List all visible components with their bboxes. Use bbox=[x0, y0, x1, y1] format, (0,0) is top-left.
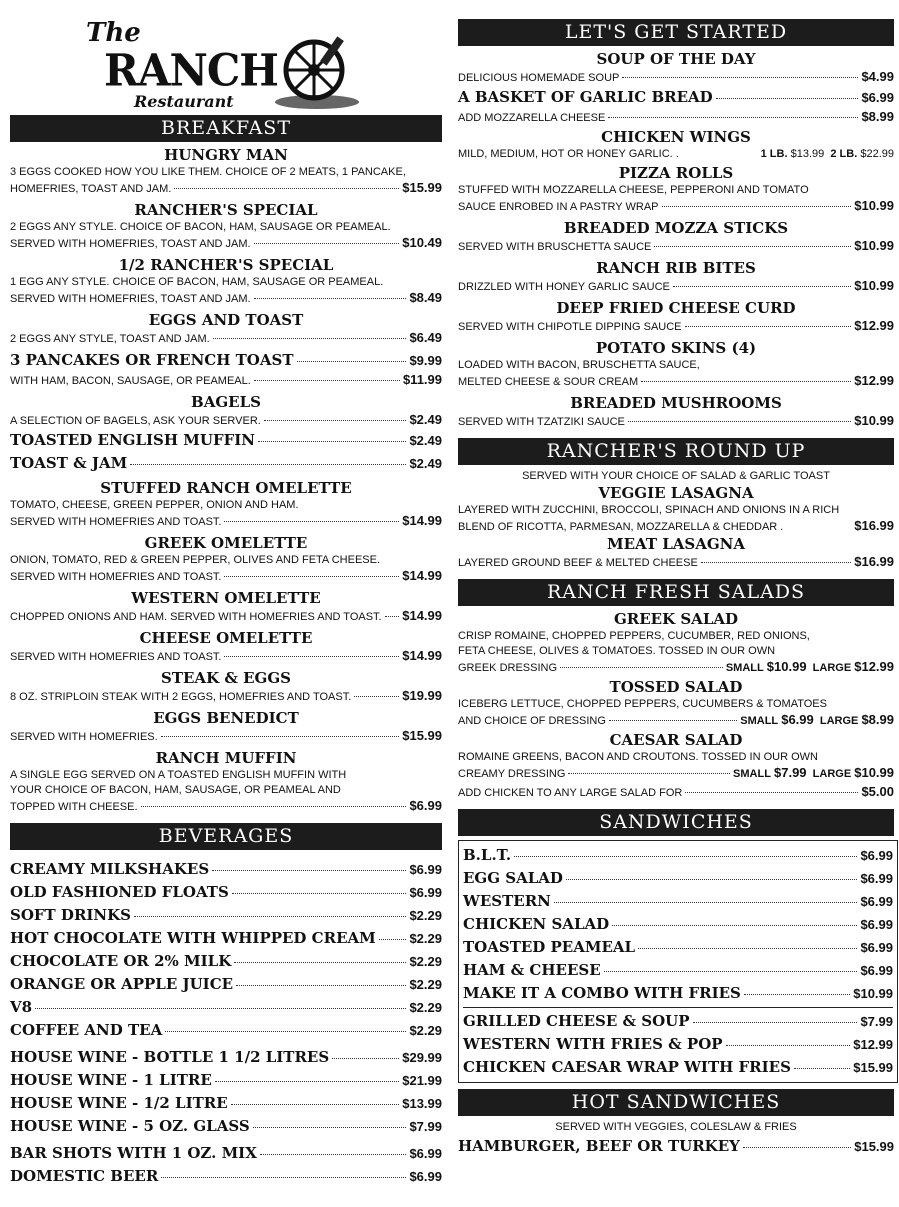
right-column bbox=[458, 16, 894, 1158]
item-price: $2.29 bbox=[409, 908, 442, 923]
dot-leader bbox=[264, 420, 407, 421]
dot-leader bbox=[693, 1022, 858, 1023]
item-title: SOFT DRINKS bbox=[10, 906, 132, 924]
roundup-note: SERVED WITH YOUR CHOICE OF SALAD & GARLIC TOAST bbox=[522, 470, 830, 482]
list-item bbox=[10, 858, 442, 881]
menu-item-eggs-toast bbox=[10, 311, 442, 347]
item-price: $14.99 bbox=[402, 648, 442, 663]
item-title: SOUP OF THE DAY bbox=[596, 50, 756, 68]
item-title: ORANGE OR APPLE JUICE bbox=[10, 975, 234, 993]
menu-item-muffin bbox=[10, 429, 442, 452]
item-price: $2.29 bbox=[409, 1023, 442, 1038]
item-title: HOUSE WINE - 1 LITRE bbox=[10, 1071, 212, 1089]
item-desc: ADD MOZZARELLA CHEESE bbox=[458, 112, 606, 124]
item-price: $12.99 bbox=[854, 373, 894, 388]
item-price: $29.99 bbox=[402, 1050, 442, 1065]
menu-item-hamburger bbox=[458, 1135, 894, 1158]
menu-item-cheese-omelette bbox=[10, 629, 442, 665]
menu-item-pizza-rolls bbox=[458, 164, 894, 215]
item-price: $15.99 bbox=[402, 728, 442, 743]
item-price: $16.99 bbox=[854, 518, 894, 533]
item-price: $7.99 bbox=[409, 1119, 442, 1134]
menu-item-meat-lasagna bbox=[458, 535, 894, 571]
item-desc: SERVED WITH HOMEFRIES. bbox=[10, 731, 158, 743]
menu-item-bagels bbox=[10, 393, 442, 429]
item-title: WESTERN WITH FRIES & POP bbox=[463, 1035, 723, 1053]
item-title: HOUSE WINE - BOTTLE 1 1/2 LITRES bbox=[10, 1048, 330, 1066]
dot-leader bbox=[641, 381, 851, 382]
item-desc: LAYERED WITH ZUCCHINI, BROCCOLI, SPINACH AND ONIONS IN A RICH bbox=[458, 504, 840, 516]
list-item bbox=[463, 982, 893, 1005]
menu-item-ranchers-special bbox=[10, 201, 442, 252]
item-title: HOT CHOCOLATE WITH WHIPPED CREAM bbox=[10, 929, 376, 947]
dot-leader bbox=[743, 1147, 851, 1148]
item-price: $5.00 bbox=[861, 784, 894, 799]
item-price: $14.99 bbox=[402, 568, 442, 583]
item-title: GREEK SALAD bbox=[613, 610, 739, 628]
item-price: $6.99 bbox=[860, 894, 893, 909]
item-title: WESTERN OMELETTE bbox=[131, 589, 321, 607]
list-item bbox=[10, 881, 442, 904]
dot-leader bbox=[254, 380, 400, 381]
item-desc: CHOPPED ONIONS AND HAM. SERVED WITH HOMEFRIES AND TOAST. bbox=[10, 611, 382, 623]
item-price: $10.99 bbox=[854, 765, 894, 780]
dot-leader bbox=[554, 902, 858, 903]
item-price: $2.49 bbox=[409, 433, 442, 448]
beverages-list bbox=[10, 858, 442, 1188]
dot-leader bbox=[224, 656, 399, 657]
dot-leader bbox=[604, 971, 858, 972]
item-price: $6.99 bbox=[860, 963, 893, 978]
dot-leader bbox=[35, 1008, 406, 1009]
list-item bbox=[463, 844, 893, 867]
menu-item-potato-skins bbox=[458, 339, 894, 390]
item-title: VEGGIE LASAGNA bbox=[598, 484, 754, 502]
item-price: $6.49 bbox=[409, 330, 442, 345]
item-price: $7.99 bbox=[774, 765, 807, 780]
item-price: $6.99 bbox=[860, 917, 893, 932]
list-item bbox=[10, 1142, 442, 1165]
item-price: $10.99 bbox=[854, 413, 894, 428]
item-title: HAMBURGER, BEEF OR TURKEY bbox=[458, 1137, 740, 1155]
item-price: $8.49 bbox=[409, 290, 442, 305]
item-desc: SERVED WITH HOMEFRIES AND TOAST. bbox=[10, 651, 222, 663]
item-desc: STUFFED WITH MOZZARELLA CHEESE, PEPPERONI AND TOMATO bbox=[458, 184, 809, 196]
dot-leader bbox=[716, 98, 859, 99]
menu-item-add-chicken bbox=[458, 784, 894, 801]
item-price: $12.99 bbox=[854, 659, 894, 674]
menu-item-mozza-sticks bbox=[458, 219, 894, 255]
menu-item-hungry-man bbox=[10, 146, 442, 197]
item-title: GRILLED CHEESE & SOUP bbox=[463, 1012, 690, 1030]
item-title: MEAT LASAGNA bbox=[606, 535, 746, 553]
dot-leader bbox=[638, 948, 857, 949]
item-price: $6.99 bbox=[409, 885, 442, 900]
dot-leader bbox=[236, 985, 406, 986]
item-desc: MILD, MEDIUM, HOT OR HONEY GARLIC. . bbox=[458, 148, 679, 160]
item-title: TOASTED ENGLISH MUFFIN bbox=[10, 431, 255, 449]
dot-leader bbox=[130, 464, 406, 465]
item-desc: WITH HAM, BACON, SAUSAGE, OR PEAMEAL. bbox=[10, 375, 251, 387]
salads-header: RANCH FRESH SALADS bbox=[458, 579, 894, 606]
item-title: COFFEE AND TEA bbox=[10, 1021, 163, 1039]
item-price: $16.99 bbox=[854, 554, 894, 569]
logo-ranch: RANCH bbox=[104, 44, 278, 97]
breakfast-header: BREAKFAST bbox=[10, 115, 442, 142]
menu-item-stuffed-omelette bbox=[10, 479, 442, 530]
item-desc: SERVED WITH HOMEFRIES AND TOAST. bbox=[10, 516, 222, 528]
item-price: $6.99 bbox=[409, 1169, 442, 1184]
menu-item-soup bbox=[458, 50, 894, 86]
dot-leader bbox=[254, 243, 400, 244]
item-title: V8 bbox=[10, 998, 33, 1016]
item-title: CHICKEN WINGS bbox=[601, 128, 751, 146]
menu-item-cheese-curd bbox=[458, 299, 894, 335]
menu-item-ranch-muffin bbox=[10, 749, 442, 815]
item-desc: HOMEFRIES, TOAST AND JAM. bbox=[10, 183, 172, 195]
item-title: HAM & CHEESE bbox=[463, 961, 601, 979]
item-price: $2.49 bbox=[409, 456, 442, 471]
list-item bbox=[10, 1019, 442, 1042]
item-price: $13.99 bbox=[790, 148, 825, 160]
item-title: CAESAR SALAD bbox=[609, 731, 743, 749]
dot-leader bbox=[662, 206, 852, 207]
item-desc: 2 EGGS ANY STYLE. CHOICE OF BACON, HAM, SAUSAGE OR PEAMEAL. bbox=[10, 221, 391, 233]
item-price: $7.99 bbox=[860, 1014, 893, 1029]
item-title: A BASKET OF GARLIC BREAD bbox=[458, 88, 713, 106]
item-price: $10.49 bbox=[402, 235, 442, 250]
item-desc: TOPPED WITH CHEESE. bbox=[10, 801, 138, 813]
size-label: 1 LB. bbox=[760, 148, 788, 160]
item-title: CHOCOLATE OR 2% MILK bbox=[10, 952, 232, 970]
dot-leader bbox=[514, 856, 857, 857]
item-desc: TOMATO, CHEESE, GREEN PEPPER, ONION AND HAM. bbox=[10, 499, 299, 511]
list-item bbox=[10, 1092, 442, 1115]
item-price: $15.99 bbox=[854, 1139, 894, 1154]
item-title: HOUSE WINE - 1/2 LITRE bbox=[10, 1094, 228, 1112]
list-item bbox=[10, 996, 442, 1019]
size-label: SMALL bbox=[725, 662, 764, 674]
item-title: RANCH RIB BITES bbox=[596, 259, 756, 277]
dot-leader bbox=[744, 994, 850, 995]
logo-restaurant: Restaurant bbox=[134, 92, 234, 111]
dot-leader bbox=[673, 286, 851, 287]
item-price: $4.99 bbox=[861, 69, 894, 84]
item-title: CHEESE OMELETTE bbox=[139, 629, 313, 647]
dot-leader bbox=[165, 1031, 406, 1032]
item-price: $2.29 bbox=[409, 954, 442, 969]
dot-leader bbox=[685, 326, 852, 327]
dot-leader bbox=[254, 298, 407, 299]
dot-leader bbox=[297, 361, 407, 362]
item-title: BAGELS bbox=[191, 393, 261, 411]
item-desc: CRISP ROMAINE, CHOPPED PEPPERS, CUCUMBER, RED ONIONS, bbox=[458, 630, 810, 642]
item-title: HOUSE WINE - 5 OZ. GLASS bbox=[10, 1117, 250, 1135]
dot-leader bbox=[161, 1177, 406, 1178]
list-item bbox=[10, 1115, 442, 1138]
dot-leader bbox=[224, 576, 399, 577]
beverages-header: BEVERAGES bbox=[10, 823, 442, 850]
dot-leader bbox=[628, 421, 851, 422]
item-title: STUFFED RANCH OMELETTE bbox=[100, 479, 352, 497]
list-item bbox=[463, 1033, 893, 1056]
item-title: BAR SHOTS WITH 1 OZ. MIX bbox=[10, 1144, 257, 1162]
menu-item-wings bbox=[458, 128, 894, 162]
dot-leader bbox=[622, 77, 858, 78]
dot-leader bbox=[608, 117, 858, 118]
item-title: WESTERN bbox=[463, 892, 551, 910]
item-price: $12.99 bbox=[853, 1037, 893, 1052]
item-desc: DELICIOUS HOMEMADE SOUP bbox=[458, 72, 620, 84]
sandwiches-header: SANDWICHES bbox=[458, 809, 894, 836]
restaurant-logo bbox=[10, 0, 442, 112]
starters-header: LET'S GET STARTED bbox=[458, 19, 894, 46]
item-desc: ROMAINE GREENS, BACON AND CROUTONS. TOSSED IN OUR OWN bbox=[458, 751, 818, 763]
item-price: $21.99 bbox=[402, 1073, 442, 1088]
item-desc: ADD CHICKEN TO ANY LARGE SALAD FOR bbox=[458, 787, 683, 799]
dot-leader bbox=[232, 893, 407, 894]
menu-item-caesar-salad bbox=[458, 731, 894, 782]
item-title: PIZZA ROLLS bbox=[618, 164, 734, 182]
size-label: LARGE bbox=[819, 715, 859, 727]
size-label: LARGE bbox=[812, 662, 852, 674]
item-title: CHICKEN CAESAR WRAP WITH FRIES bbox=[463, 1058, 791, 1076]
item-desc: SERVED WITH TZATZIKI SAUCE bbox=[458, 416, 625, 428]
dot-leader bbox=[224, 521, 399, 522]
item-price: $10.99 bbox=[853, 986, 893, 1001]
menu-item-veggie-lasagna bbox=[458, 484, 894, 535]
item-desc: 2 EGGS ANY STYLE, TOAST AND JAM. bbox=[10, 333, 210, 345]
item-price: $6.99 bbox=[781, 712, 814, 727]
menu-item-eggs-benedict bbox=[10, 709, 442, 745]
item-title: EGGS AND TOAST bbox=[148, 311, 304, 329]
item-price: $10.99 bbox=[854, 198, 894, 213]
item-price: $8.99 bbox=[861, 109, 894, 124]
list-item bbox=[10, 904, 442, 927]
item-price: $2.49 bbox=[409, 412, 442, 427]
menu-item-rib-bites bbox=[458, 259, 894, 295]
dot-leader bbox=[354, 696, 399, 697]
item-desc: 3 EGGS COOKED HOW YOU LIKE THEM. CHOICE OF 2 MEATS, 1 PANCAKE, bbox=[10, 166, 406, 178]
item-price: $9.99 bbox=[409, 353, 442, 368]
item-title: DEEP FRIED CHEESE CURD bbox=[556, 299, 796, 317]
roundup-header: RANCHER'S ROUND UP bbox=[458, 438, 894, 465]
dot-leader bbox=[609, 720, 737, 721]
dot-leader bbox=[161, 736, 400, 737]
item-price: $6.99 bbox=[409, 798, 442, 813]
item-title: TOASTED PEAMEAL bbox=[463, 938, 636, 956]
item-desc: A SINGLE EGG SERVED ON A TOASTED ENGLISH MUFFIN WITH bbox=[10, 769, 347, 781]
list-item bbox=[10, 1165, 442, 1188]
dot-leader bbox=[215, 1081, 399, 1082]
logo-the: The bbox=[86, 18, 141, 48]
divider bbox=[463, 1007, 893, 1008]
item-title: HUNGRY MAN bbox=[164, 146, 288, 164]
item-price: $10.99 bbox=[854, 278, 894, 293]
dot-leader bbox=[685, 792, 858, 793]
item-title: CHICKEN SALAD bbox=[463, 915, 610, 933]
list-item bbox=[10, 973, 442, 996]
item-price: $6.99 bbox=[409, 862, 442, 877]
item-price: $6.99 bbox=[860, 940, 893, 955]
dot-leader bbox=[560, 667, 723, 668]
menu-item-half-ranchers bbox=[10, 256, 442, 307]
list-item bbox=[10, 1069, 442, 1092]
item-title: EGGS BENEDICT bbox=[153, 709, 299, 727]
item-title: EGG SALAD bbox=[463, 869, 563, 887]
size-label: LARGE bbox=[812, 768, 852, 780]
item-desc: SERVED WITH HOMEFRIES, TOAST AND JAM. bbox=[10, 238, 251, 250]
item-price: $19.99 bbox=[402, 688, 442, 703]
menu-item-garlic-bread bbox=[458, 86, 894, 126]
size-label: SMALL bbox=[740, 715, 779, 727]
menu-item-tossed-salad bbox=[458, 678, 894, 729]
hot-sandwiches-note: SERVED WITH VEGGIES, COLESLAW & FRIES bbox=[555, 1121, 797, 1133]
item-desc: LOADED WITH BACON, BRUSCHETTA SAUCE, bbox=[458, 359, 700, 371]
dot-leader bbox=[234, 962, 406, 963]
item-price: $6.99 bbox=[860, 871, 893, 886]
list-item bbox=[463, 890, 893, 913]
item-price: $2.29 bbox=[409, 931, 442, 946]
item-price: $2.29 bbox=[409, 1000, 442, 1015]
item-desc: MELTED CHEESE & SOUR CREAM bbox=[458, 376, 639, 388]
item-title: GREEK OMELETTE bbox=[144, 534, 308, 552]
item-desc: YOUR CHOICE OF BACON, HAM, SAUSAGE, OR PEAMEAL AND bbox=[10, 784, 341, 796]
menu-item-mushrooms bbox=[458, 394, 894, 430]
item-price: $13.99 bbox=[402, 1096, 442, 1111]
item-title: TOSSED SALAD bbox=[609, 678, 743, 696]
item-title: 3 PANCAKES OR FRENCH TOAST bbox=[10, 351, 294, 369]
dot-leader bbox=[379, 939, 407, 940]
item-title: BREADED MOZZA STICKS bbox=[563, 219, 789, 237]
menu-item-greek-omelette bbox=[10, 534, 442, 585]
item-desc: CREAMY DRESSING bbox=[458, 768, 566, 780]
item-desc: A SELECTION OF BAGELS, ASK YOUR SERVER. bbox=[10, 415, 261, 427]
item-price: $6.99 bbox=[860, 848, 893, 863]
item-desc: ICEBERG LETTUCE, CHOPPED PEPPERS, CUCUMBERS & TOMATOES bbox=[458, 698, 827, 710]
item-price: $6.99 bbox=[409, 1146, 442, 1161]
list-item bbox=[463, 959, 893, 982]
item-price: $11.99 bbox=[402, 372, 442, 387]
item-desc: SAUCE ENROBED IN A PASTRY WRAP bbox=[458, 201, 659, 213]
item-desc: SERVED WITH HOMEFRIES, TOAST AND JAM. bbox=[10, 293, 251, 305]
menu-item-toast-jam bbox=[10, 452, 442, 475]
item-price: $12.99 bbox=[854, 318, 894, 333]
dot-leader bbox=[654, 246, 851, 247]
item-desc: 8 OZ. STRIPLOIN STEAK WITH 2 EGGS, HOMEFRIES AND TOAST. bbox=[10, 691, 352, 703]
menu-item-western-omelette bbox=[10, 589, 442, 625]
wagon-wheel-icon bbox=[272, 34, 362, 110]
item-title: RANCHER'S SPECIAL bbox=[134, 201, 318, 219]
dot-leader bbox=[231, 1104, 400, 1105]
item-desc: GREEK DRESSING bbox=[458, 662, 558, 674]
dot-leader bbox=[385, 616, 400, 617]
list-item bbox=[463, 867, 893, 890]
item-price: $8.99 bbox=[861, 712, 894, 727]
dot-leader bbox=[260, 1154, 407, 1155]
dot-leader bbox=[794, 1068, 850, 1069]
list-item bbox=[10, 1046, 442, 1069]
item-title: MAKE IT A COMBO WITH FRIES bbox=[463, 984, 741, 1002]
size-label: 2 LB. bbox=[830, 148, 858, 160]
dot-leader bbox=[566, 879, 858, 880]
list-item bbox=[10, 927, 442, 950]
item-price: $15.99 bbox=[402, 180, 442, 195]
item-price: $15.99 bbox=[853, 1060, 893, 1075]
item-desc: SERVED WITH CHIPOTLE DIPPING SAUCE bbox=[458, 321, 682, 333]
item-price: $14.99 bbox=[402, 608, 442, 623]
menu-item-pancakes bbox=[10, 349, 442, 389]
item-price: $10.99 bbox=[766, 659, 807, 674]
menu-item-steak-eggs bbox=[10, 669, 442, 705]
list-item bbox=[463, 1056, 893, 1079]
sandwiches-list bbox=[458, 840, 898, 1083]
item-title: B.L.T. bbox=[463, 846, 512, 864]
left-column bbox=[10, 0, 442, 1188]
dot-leader bbox=[213, 338, 407, 339]
dot-leader bbox=[174, 188, 399, 189]
item-title: STEAK & EGGS bbox=[161, 669, 291, 687]
item-price: $6.99 bbox=[861, 90, 894, 105]
item-title: CREAMY MILKSHAKES bbox=[10, 860, 210, 878]
dot-leader bbox=[141, 806, 407, 807]
hot-sandwiches-header: HOT SANDWICHES bbox=[458, 1089, 894, 1116]
list-item bbox=[463, 913, 893, 936]
item-desc: ONION, TOMATO, RED & GREEN PEPPER, OLIVES AND FETA CHEESE. bbox=[10, 554, 381, 566]
item-desc: SERVED WITH BRUSCHETTA SAUCE bbox=[458, 241, 652, 253]
item-title: POTATO SKINS (4) bbox=[595, 339, 757, 357]
list-item bbox=[463, 936, 893, 959]
item-title: DOMESTIC BEER bbox=[10, 1167, 159, 1185]
dot-leader bbox=[701, 562, 851, 563]
dot-leader bbox=[134, 916, 406, 917]
item-desc: DRIZZLED WITH HONEY GARLIC SAUCE bbox=[458, 281, 670, 293]
item-price: $2.29 bbox=[409, 977, 442, 992]
menu-item-greek-salad bbox=[458, 610, 894, 676]
dot-leader bbox=[258, 441, 406, 442]
item-desc: LAYERED GROUND BEEF & MELTED CHEESE bbox=[458, 557, 698, 569]
item-desc: FETA CHEESE, OLIVES & TOMATOES. TOSSED IN OUR OWN bbox=[458, 645, 776, 657]
dot-leader bbox=[253, 1127, 407, 1128]
list-item bbox=[10, 950, 442, 973]
dot-leader bbox=[212, 870, 406, 871]
list-item bbox=[463, 1010, 893, 1033]
item-price: $10.99 bbox=[854, 238, 894, 253]
item-desc: AND CHOICE OF DRESSING bbox=[458, 715, 606, 727]
dot-leader bbox=[726, 1045, 851, 1046]
item-title: BREADED MUSHROOMS bbox=[570, 394, 782, 412]
item-desc: 1 EGG ANY STYLE. CHOICE OF BACON, HAM, SAUSAGE OR PEAMEAL. bbox=[10, 276, 384, 288]
size-label: SMALL bbox=[733, 768, 771, 780]
item-desc: SERVED WITH HOMEFRIES AND TOAST. bbox=[10, 571, 222, 583]
item-title: RANCH MUFFIN bbox=[155, 749, 297, 767]
item-desc: BLEND OF RICOTTA, PARMESAN, MOZZARELLA & CHEDDAR . bbox=[458, 521, 784, 533]
dot-leader bbox=[612, 925, 857, 926]
item-title: OLD FASHIONED FLOATS bbox=[10, 883, 229, 901]
item-price: $22.99 bbox=[860, 148, 894, 160]
item-title: 1/2 RANCHER'S SPECIAL bbox=[118, 256, 334, 274]
item-title: TOAST & JAM bbox=[10, 454, 128, 472]
dot-leader bbox=[568, 773, 730, 774]
dot-leader bbox=[332, 1058, 399, 1059]
item-price: $14.99 bbox=[402, 513, 442, 528]
